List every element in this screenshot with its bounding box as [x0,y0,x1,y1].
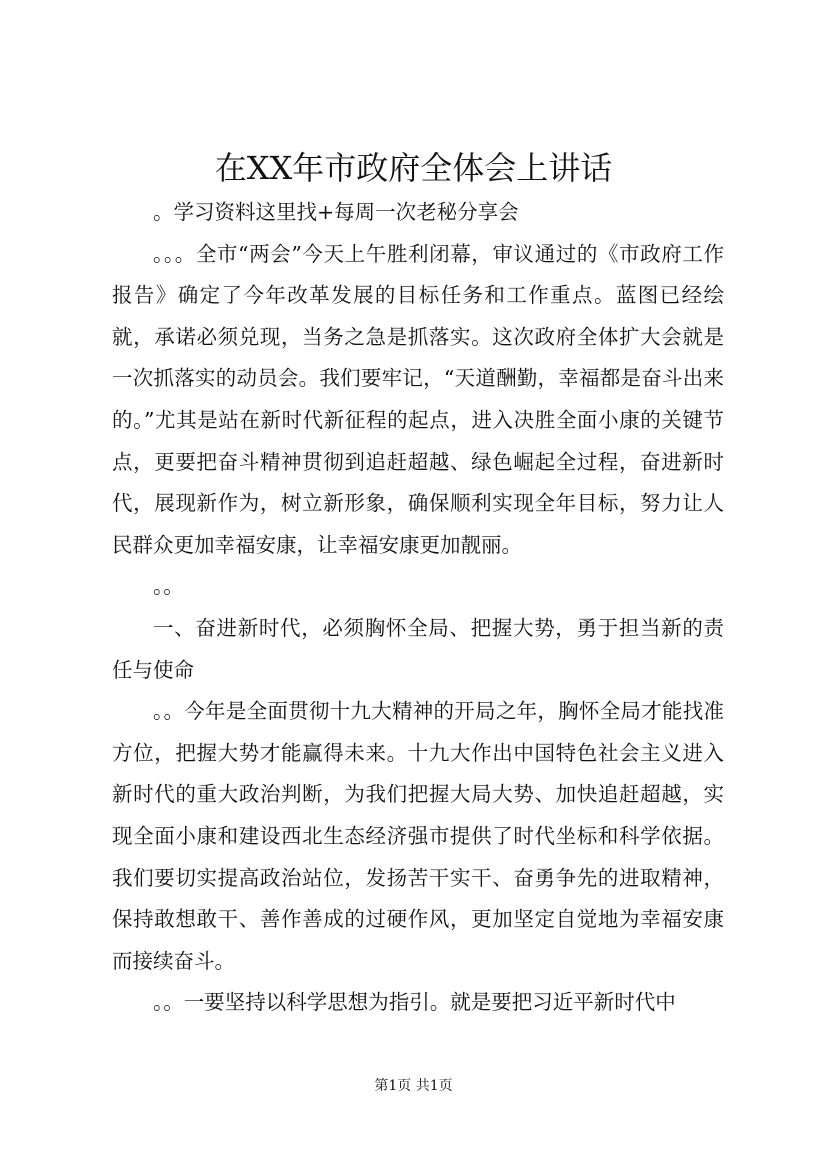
paragraph: 。。 [153,574,184,599]
section-heading: 一、奋进新时代，必须胸怀全局、把握大势，勇于担当新的责任与使命 [112,615,724,682]
paragraph: 。。。全市“两会”今天上午胜利闭幕，审议通过的《市政府工作报告》确定了今年改革发展的目标任务和工作重点。蓝图已经绘就，承诺必须兑现，当务之急是抓落实。这次政府全体扩大会就是一次抓落实的动员会。我们要牢记，“天道酬勤，幸福都是奋斗出来的。”尤其是站在新时代新征程的起点，进入决胜全面小康的关键节点，更要把奋斗精神贯彻到追赶超越、绿色崛起全过程，奋进新时代，展现新作为，树立新形象，确保顺利实现全年目标，努力让人民群众更加幸福安康，让幸福安康更加靓丽。 [112,241,724,557]
paragraph: 。。一要坚持以科学思想为指引。就是要把习近平新时代中 [153,990,676,1015]
paragraph: 。学习资料这里找+每周一次老秘分享会 [153,200,519,224]
document-title: 在XX年市政府全体会上讲话 [214,149,613,187]
document-body [112,192,724,1024]
paragraph: 。。今年是全面贯彻十九大精神的开局之年，胸怀全局才能找准方位，把握大势才能赢得未来。十九大作出中国特色社会主义进入新时代的重大政治判断，为我们把握大局大势、加快追赶超越，实现全面小康和建设西北生态经济强市提供了时代坐标和科学依据。我们要切实提高政治站位，发扬苦干实干、奋勇争先的进取精神，保持敢想敢干、善作善成的过硬作风，更加坚定自觉地为幸福安康而接续奋斗。 [112,699,724,973]
page-footer: 第1页 共1页 [374,1078,453,1094]
